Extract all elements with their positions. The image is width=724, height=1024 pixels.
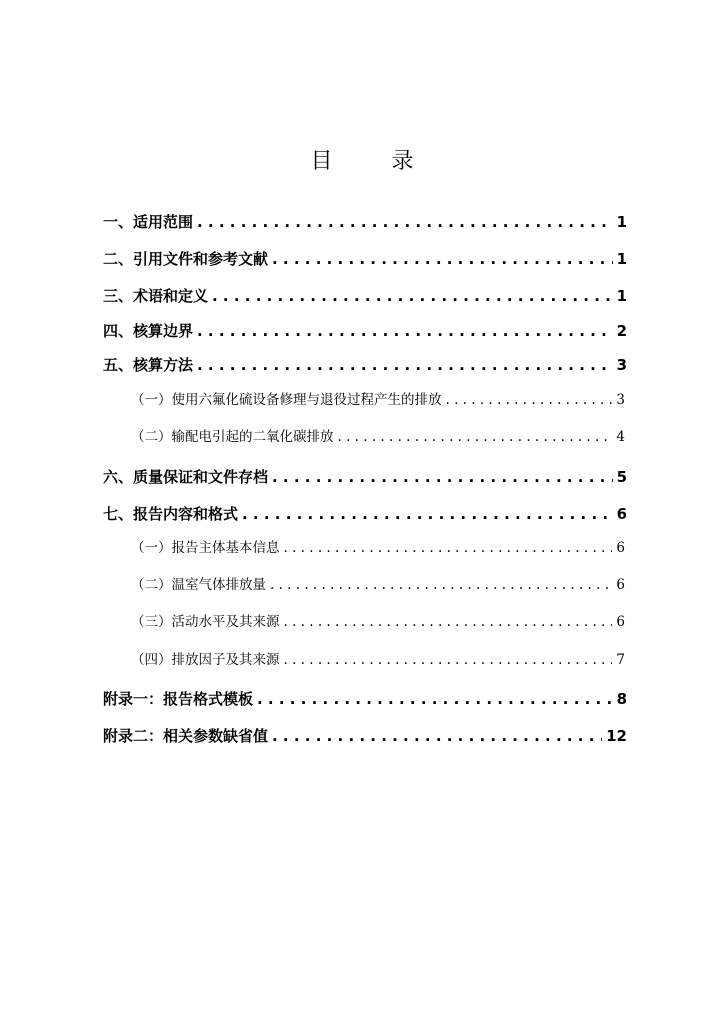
dot-leader xyxy=(284,652,613,668)
toc-entry-page: 2 xyxy=(616,322,627,340)
dot-leader xyxy=(284,614,613,630)
toc-entry-label: 一、适用范围 xyxy=(103,213,194,231)
toc-entry-page: 6 xyxy=(616,540,625,556)
dot-leader xyxy=(338,429,613,445)
toc-subentry-basic-info[interactable] xyxy=(131,536,625,556)
toc-entry-page: 1 xyxy=(616,213,627,231)
dot-leader xyxy=(270,577,612,593)
toc-entry-report[interactable] xyxy=(103,503,627,525)
toc-subentry-co2[interactable] xyxy=(131,425,625,445)
dot-leader xyxy=(284,540,613,556)
toc-entry-page: 6 xyxy=(616,505,627,523)
toc-entry-page: 3 xyxy=(616,392,625,408)
toc-entry-methods[interactable] xyxy=(103,354,627,376)
toc-entry-appendix-2[interactable] xyxy=(103,725,627,747)
dot-leader xyxy=(242,505,613,523)
toc-subentry-activity[interactable] xyxy=(131,610,625,630)
toc-entry-label: 附录一：报告格式模板 xyxy=(103,690,254,708)
dot-leader xyxy=(197,356,613,374)
dot-leader xyxy=(197,213,613,231)
toc-entry-page: 1 xyxy=(616,287,627,305)
toc-entry-page: 1 xyxy=(616,250,627,268)
toc-entry-page: 12 xyxy=(606,727,627,745)
dot-leader xyxy=(212,287,613,305)
toc-entry-page: 6 xyxy=(616,577,625,593)
toc-subentry-sf6[interactable] xyxy=(131,388,625,408)
toc-entry-label: （二）温室气体排放量 xyxy=(131,577,266,593)
dot-leader xyxy=(272,727,602,745)
toc-entry-label: 二、引用文件和参考文献 xyxy=(103,250,269,268)
toc-entry-appendix-1[interactable] xyxy=(103,688,627,710)
dot-leader xyxy=(272,468,613,486)
toc-entry-quality[interactable] xyxy=(103,466,627,488)
toc-title: 目 录 xyxy=(310,149,440,174)
dot-leader xyxy=(197,322,613,340)
toc-subentry-emissions[interactable] xyxy=(131,573,625,593)
dot-leader xyxy=(272,250,613,268)
toc-entry-label: （一）报告主体基本信息 xyxy=(131,540,280,556)
toc-entry-page: 8 xyxy=(616,690,627,708)
toc-subentry-factors[interactable] xyxy=(131,648,625,668)
dot-leader xyxy=(446,392,613,408)
toc-entry-label: （二）输配电引起的二氧化碳排放 xyxy=(131,429,334,445)
toc-entry-label: 四、核算边界 xyxy=(103,322,194,340)
toc-entry-label: （一）使用六氟化硫设备修理与退役过程产生的排放 xyxy=(131,392,442,408)
toc-entry-page: 6 xyxy=(616,614,625,630)
toc-entry-page: 5 xyxy=(616,468,627,486)
dot-leader xyxy=(257,690,613,708)
toc-entry-label: （三）活动水平及其来源 xyxy=(131,614,280,630)
toc-entry-page: 4 xyxy=(616,429,625,445)
toc-entry-label: 五、核算方法 xyxy=(103,356,194,374)
toc-entry-label: （四）排放因子及其来源 xyxy=(131,652,280,668)
toc-entry-label: 三、术语和定义 xyxy=(103,287,209,305)
toc-entry-label: 附录二：相关参数缺省值 xyxy=(103,727,269,745)
toc-entry-page: 3 xyxy=(616,356,627,374)
toc-entry-boundary[interactable] xyxy=(103,320,627,342)
toc-entry-label: 七、报告内容和格式 xyxy=(103,505,239,523)
toc-entry-page: 7 xyxy=(616,652,625,668)
toc-entry-references[interactable] xyxy=(103,248,627,270)
toc-entry-label: 六、质量保证和文件存档 xyxy=(103,468,269,486)
toc-entry-terms[interactable] xyxy=(103,285,627,307)
toc-entry-scope[interactable] xyxy=(103,211,627,233)
